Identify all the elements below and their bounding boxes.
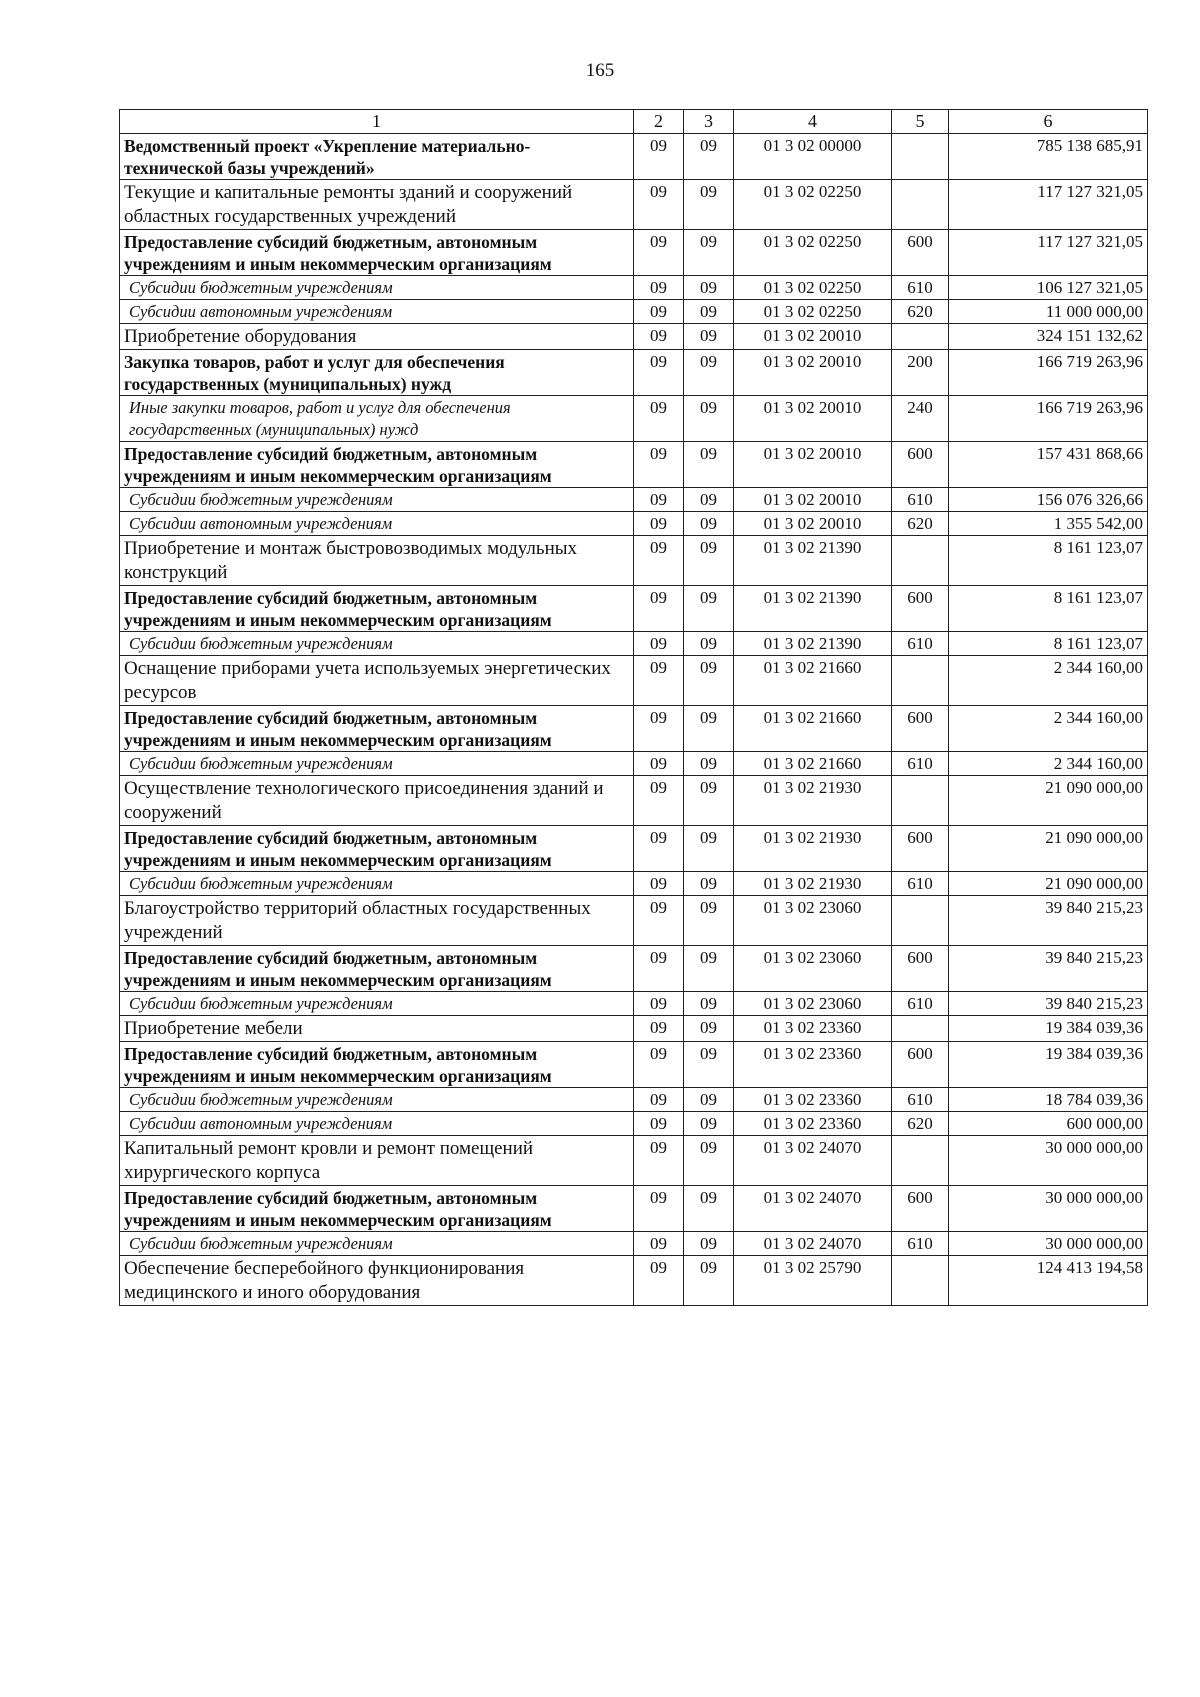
amount-cell: 30 000 000,00 xyxy=(949,1136,1148,1186)
target-article-cell: 01 3 02 02250 xyxy=(734,276,892,300)
amount-cell: 39 840 215,23 xyxy=(949,946,1148,992)
target-article-cell: 01 3 02 20010 xyxy=(734,488,892,512)
amount-cell: 2 344 160,00 xyxy=(949,752,1148,776)
target-article-cell: 01 3 02 21930 xyxy=(734,776,892,826)
target-article-cell: 01 3 02 21660 xyxy=(734,706,892,752)
expense-type-cell: 610 xyxy=(892,632,949,656)
section-code-cell: 09 xyxy=(634,536,684,586)
expense-type-cell: 610 xyxy=(892,1088,949,1112)
target-article-cell: 01 3 02 21660 xyxy=(734,752,892,776)
amount-cell: 21 090 000,00 xyxy=(949,872,1148,896)
expense-type-cell: 620 xyxy=(892,512,949,536)
subsection-code-cell: 09 xyxy=(684,826,734,872)
table-row xyxy=(120,872,1148,896)
table-row xyxy=(120,1088,1148,1112)
amount-cell: 8 161 123,07 xyxy=(949,536,1148,586)
section-code-cell: 09 xyxy=(634,300,684,324)
subsection-code-cell: 09 xyxy=(684,946,734,992)
expense-type-cell: 600 xyxy=(892,442,949,488)
subsection-code-cell: 09 xyxy=(684,230,734,276)
expense-type-cell: 600 xyxy=(892,826,949,872)
table-row xyxy=(120,134,1148,180)
table-row xyxy=(120,350,1148,396)
amount-cell: 166 719 263,96 xyxy=(949,350,1148,396)
expense-type-cell: 600 xyxy=(892,230,949,276)
amount-cell: 600 000,00 xyxy=(949,1112,1148,1136)
section-code-cell: 09 xyxy=(634,1186,684,1232)
target-article-cell: 01 3 02 23360 xyxy=(734,1042,892,1088)
amount-cell: 2 344 160,00 xyxy=(949,706,1148,752)
amount-cell: 30 000 000,00 xyxy=(949,1232,1148,1256)
table-row xyxy=(120,896,1148,946)
table-row xyxy=(120,586,1148,632)
section-code-cell: 09 xyxy=(634,706,684,752)
amount-cell: 39 840 215,23 xyxy=(949,896,1148,946)
target-article-cell: 01 3 02 02250 xyxy=(734,300,892,324)
expense-type-cell: 620 xyxy=(892,1112,949,1136)
table-row xyxy=(120,276,1148,300)
section-code-cell: 09 xyxy=(634,488,684,512)
header-col-3: 3 xyxy=(684,110,734,134)
table-row xyxy=(120,536,1148,586)
amount-cell: 156 076 326,66 xyxy=(949,488,1148,512)
row-name-cell: Оснащение приборами учета используемых энергетических ресурсов xyxy=(120,656,634,706)
target-article-cell: 01 3 02 21660 xyxy=(734,656,892,706)
section-code-cell: 09 xyxy=(634,276,684,300)
section-code-cell: 09 xyxy=(634,442,684,488)
table-row xyxy=(120,324,1148,350)
subsection-code-cell: 09 xyxy=(684,656,734,706)
expense-type-cell xyxy=(892,1016,949,1042)
row-name-cell: Субсидии автономным учреждениям xyxy=(120,1112,634,1136)
row-name-cell: Иные закупки товаров, работ и услуг для обеспечения государственных (муниципальных) нужд xyxy=(120,396,634,442)
section-code-cell: 09 xyxy=(634,1088,684,1112)
table-row xyxy=(120,1112,1148,1136)
subsection-code-cell: 09 xyxy=(684,706,734,752)
page-number: 165 xyxy=(585,60,615,81)
row-name-cell: Предоставление субсидий бюджетным, автономным учреждениям и иным некоммерческим организациям xyxy=(120,1186,634,1232)
target-article-cell: 01 3 02 21930 xyxy=(734,826,892,872)
section-code-cell: 09 xyxy=(634,1042,684,1088)
expense-type-cell: 610 xyxy=(892,872,949,896)
section-code-cell: 09 xyxy=(634,396,684,442)
expense-type-cell xyxy=(892,324,949,350)
row-name-cell: Субсидии бюджетным учреждениям xyxy=(120,488,634,512)
header-col-5: 5 xyxy=(892,110,949,134)
amount-cell: 1 355 542,00 xyxy=(949,512,1148,536)
expense-type-cell xyxy=(892,896,949,946)
expense-type-cell xyxy=(892,1256,949,1306)
target-article-cell: 01 3 02 23060 xyxy=(734,992,892,1016)
table-row xyxy=(120,300,1148,324)
table-body xyxy=(120,134,1148,1306)
row-name-cell: Текущие и капитальные ремонты зданий и сооружений областных государственных учреждений xyxy=(120,180,634,230)
subsection-code-cell: 09 xyxy=(684,512,734,536)
amount-cell: 21 090 000,00 xyxy=(949,776,1148,826)
target-article-cell: 01 3 02 23360 xyxy=(734,1016,892,1042)
table-row xyxy=(120,776,1148,826)
row-name-cell: Капитальный ремонт кровли и ремонт помещений хирургического корпуса xyxy=(120,1136,634,1186)
table-row xyxy=(120,1186,1148,1232)
table-row xyxy=(120,826,1148,872)
amount-cell: 117 127 321,05 xyxy=(949,230,1148,276)
subsection-code-cell: 09 xyxy=(684,1232,734,1256)
table-row xyxy=(120,706,1148,752)
target-article-cell: 01 3 02 20010 xyxy=(734,512,892,536)
section-code-cell: 09 xyxy=(634,946,684,992)
amount-cell: 11 000 000,00 xyxy=(949,300,1148,324)
table-row xyxy=(120,1136,1148,1186)
target-article-cell: 01 3 02 20010 xyxy=(734,442,892,488)
table-row xyxy=(120,180,1148,230)
expense-type-cell: 620 xyxy=(892,300,949,324)
section-code-cell: 09 xyxy=(634,992,684,1016)
target-article-cell: 01 3 02 20010 xyxy=(734,350,892,396)
table-row xyxy=(120,1042,1148,1088)
amount-cell: 8 161 123,07 xyxy=(949,632,1148,656)
table-row xyxy=(120,442,1148,488)
subsection-code-cell: 09 xyxy=(684,276,734,300)
row-name-cell: Субсидии бюджетным учреждениям xyxy=(120,1088,634,1112)
row-name-cell: Предоставление субсидий бюджетным, автономным учреждениям и иным некоммерческим организациям xyxy=(120,826,634,872)
table-row xyxy=(120,512,1148,536)
row-name-cell: Субсидии бюджетным учреждениям xyxy=(120,632,634,656)
row-name-cell: Благоустройство территорий областных государственных учреждений xyxy=(120,896,634,946)
section-code-cell: 09 xyxy=(634,134,684,180)
subsection-code-cell: 09 xyxy=(684,1088,734,1112)
subsection-code-cell: 09 xyxy=(684,632,734,656)
section-code-cell: 09 xyxy=(634,350,684,396)
target-article-cell: 01 3 02 23060 xyxy=(734,896,892,946)
amount-cell: 117 127 321,05 xyxy=(949,180,1148,230)
section-code-cell: 09 xyxy=(634,324,684,350)
expense-type-cell: 600 xyxy=(892,946,949,992)
row-name-cell: Предоставление субсидий бюджетным, автономным учреждениям и иным некоммерческим организациям xyxy=(120,706,634,752)
expense-type-cell: 200 xyxy=(892,350,949,396)
section-code-cell: 09 xyxy=(634,1016,684,1042)
section-code-cell: 09 xyxy=(634,826,684,872)
row-name-cell: Предоставление субсидий бюджетным, автономным учреждениям и иным некоммерческим организациям xyxy=(120,586,634,632)
amount-cell: 8 161 123,07 xyxy=(949,586,1148,632)
budget-table xyxy=(119,109,1148,1306)
amount-cell: 18 784 039,36 xyxy=(949,1088,1148,1112)
row-name-cell: Субсидии бюджетным учреждениям xyxy=(120,1232,634,1256)
row-name-cell: Предоставление субсидий бюджетным, автономным учреждениям и иным некоммерческим организациям xyxy=(120,230,634,276)
row-name-cell: Приобретение мебели xyxy=(120,1016,634,1042)
row-name-cell: Субсидии автономным учреждениям xyxy=(120,512,634,536)
amount-cell: 19 384 039,36 xyxy=(949,1042,1148,1088)
row-name-cell: Субсидии бюджетным учреждениям xyxy=(120,752,634,776)
subsection-code-cell: 09 xyxy=(684,752,734,776)
amount-cell: 157 431 868,66 xyxy=(949,442,1148,488)
section-code-cell: 09 xyxy=(634,632,684,656)
section-code-cell: 09 xyxy=(634,896,684,946)
header-col-6: 6 xyxy=(949,110,1148,134)
target-article-cell: 01 3 02 20010 xyxy=(734,324,892,350)
subsection-code-cell: 09 xyxy=(684,872,734,896)
expense-type-cell: 240 xyxy=(892,396,949,442)
section-code-cell: 09 xyxy=(634,1256,684,1306)
target-article-cell: 01 3 02 21390 xyxy=(734,536,892,586)
target-article-cell: 01 3 02 00000 xyxy=(734,134,892,180)
row-name-cell: Осуществление технологического присоединения зданий и сооружений xyxy=(120,776,634,826)
subsection-code-cell: 09 xyxy=(684,1256,734,1306)
subsection-code-cell: 09 xyxy=(684,324,734,350)
subsection-code-cell: 09 xyxy=(684,300,734,324)
subsection-code-cell: 09 xyxy=(684,536,734,586)
section-code-cell: 09 xyxy=(634,180,684,230)
section-code-cell: 09 xyxy=(634,656,684,706)
row-name-cell: Обеспечение бесперебойного функционирования медицинского и иного оборудования xyxy=(120,1256,634,1306)
section-code-cell: 09 xyxy=(634,1136,684,1186)
target-article-cell: 01 3 02 21390 xyxy=(734,632,892,656)
row-name-cell: Субсидии автономным учреждениям xyxy=(120,300,634,324)
table-row xyxy=(120,396,1148,442)
expense-type-cell: 610 xyxy=(892,752,949,776)
target-article-cell: 01 3 02 21930 xyxy=(734,872,892,896)
subsection-code-cell: 09 xyxy=(684,134,734,180)
subsection-code-cell: 09 xyxy=(684,1112,734,1136)
row-name-cell: Закупка товаров, работ и услуг для обеспечения государственных (муниципальных) нужд xyxy=(120,350,634,396)
amount-cell: 124 413 194,58 xyxy=(949,1256,1148,1306)
section-code-cell: 09 xyxy=(634,776,684,826)
table-row xyxy=(120,1016,1148,1042)
header-col-4: 4 xyxy=(734,110,892,134)
section-code-cell: 09 xyxy=(634,1232,684,1256)
row-name-cell: Субсидии бюджетным учреждениям xyxy=(120,276,634,300)
target-article-cell: 01 3 02 23060 xyxy=(734,946,892,992)
expense-type-cell xyxy=(892,536,949,586)
section-code-cell: 09 xyxy=(634,230,684,276)
expense-type-cell: 600 xyxy=(892,1042,949,1088)
subsection-code-cell: 09 xyxy=(684,586,734,632)
subsection-code-cell: 09 xyxy=(684,776,734,826)
table-row xyxy=(120,656,1148,706)
expense-type-cell xyxy=(892,1136,949,1186)
row-name-cell: Приобретение оборудования xyxy=(120,324,634,350)
subsection-code-cell: 09 xyxy=(684,896,734,946)
expense-type-cell: 610 xyxy=(892,1232,949,1256)
table-row xyxy=(120,992,1148,1016)
table-row xyxy=(120,946,1148,992)
target-article-cell: 01 3 02 21390 xyxy=(734,586,892,632)
expense-type-cell: 600 xyxy=(892,1186,949,1232)
target-article-cell: 01 3 02 02250 xyxy=(734,180,892,230)
row-name-cell: Предоставление субсидий бюджетным, автономным учреждениям и иным некоммерческим организациям xyxy=(120,442,634,488)
table-row xyxy=(120,632,1148,656)
section-code-cell: 09 xyxy=(634,1112,684,1136)
subsection-code-cell: 09 xyxy=(684,1016,734,1042)
target-article-cell: 01 3 02 02250 xyxy=(734,230,892,276)
amount-cell: 2 344 160,00 xyxy=(949,656,1148,706)
expense-type-cell: 610 xyxy=(892,992,949,1016)
expense-type-cell xyxy=(892,776,949,826)
section-code-cell: 09 xyxy=(634,872,684,896)
subsection-code-cell: 09 xyxy=(684,992,734,1016)
table-row xyxy=(120,752,1148,776)
target-article-cell: 01 3 02 23360 xyxy=(734,1112,892,1136)
subsection-code-cell: 09 xyxy=(684,396,734,442)
row-name-cell: Субсидии бюджетным учреждениям xyxy=(120,992,634,1016)
amount-cell: 166 719 263,96 xyxy=(949,396,1148,442)
expense-type-cell: 610 xyxy=(892,276,949,300)
section-code-cell: 09 xyxy=(634,586,684,632)
target-article-cell: 01 3 02 24070 xyxy=(734,1232,892,1256)
subsection-code-cell: 09 xyxy=(684,1136,734,1186)
expense-type-cell xyxy=(892,180,949,230)
table-row xyxy=(120,1232,1148,1256)
subsection-code-cell: 09 xyxy=(684,1186,734,1232)
target-article-cell: 01 3 02 20010 xyxy=(734,396,892,442)
row-name-cell: Приобретение и монтаж быстровозводимых модульных конструкций xyxy=(120,536,634,586)
subsection-code-cell: 09 xyxy=(684,350,734,396)
amount-cell: 39 840 215,23 xyxy=(949,992,1148,1016)
target-article-cell: 01 3 02 23360 xyxy=(734,1088,892,1112)
header-row xyxy=(120,110,1148,134)
amount-cell: 30 000 000,00 xyxy=(949,1186,1148,1232)
target-article-cell: 01 3 02 24070 xyxy=(734,1186,892,1232)
target-article-cell: 01 3 02 24070 xyxy=(734,1136,892,1186)
amount-cell: 21 090 000,00 xyxy=(949,826,1148,872)
table-row xyxy=(120,230,1148,276)
table-row xyxy=(120,488,1148,512)
section-code-cell: 09 xyxy=(634,512,684,536)
subsection-code-cell: 09 xyxy=(684,1042,734,1088)
expense-type-cell xyxy=(892,656,949,706)
amount-cell: 324 151 132,62 xyxy=(949,324,1148,350)
header-col-1: 1 xyxy=(120,110,634,134)
amount-cell: 19 384 039,36 xyxy=(949,1016,1148,1042)
subsection-code-cell: 09 xyxy=(684,180,734,230)
row-name-cell: Предоставление субсидий бюджетным, автономным учреждениям и иным некоммерческим организациям xyxy=(120,946,634,992)
row-name-cell: Предоставление субсидий бюджетным, автономным учреждениям и иным некоммерческим организациям xyxy=(120,1042,634,1088)
subsection-code-cell: 09 xyxy=(684,488,734,512)
table-row xyxy=(120,1256,1148,1306)
expense-type-cell: 600 xyxy=(892,586,949,632)
header-col-2: 2 xyxy=(634,110,684,134)
expense-type-cell: 600 xyxy=(892,706,949,752)
row-name-cell: Ведомственный проект «Укрепление материально-технической базы учреждений» xyxy=(120,134,634,180)
amount-cell: 785 138 685,91 xyxy=(949,134,1148,180)
expense-type-cell xyxy=(892,134,949,180)
row-name-cell: Субсидии бюджетным учреждениям xyxy=(120,872,634,896)
section-code-cell: 09 xyxy=(634,752,684,776)
target-article-cell: 01 3 02 25790 xyxy=(734,1256,892,1306)
expense-type-cell: 610 xyxy=(892,488,949,512)
amount-cell: 106 127 321,05 xyxy=(949,276,1148,300)
subsection-code-cell: 09 xyxy=(684,442,734,488)
